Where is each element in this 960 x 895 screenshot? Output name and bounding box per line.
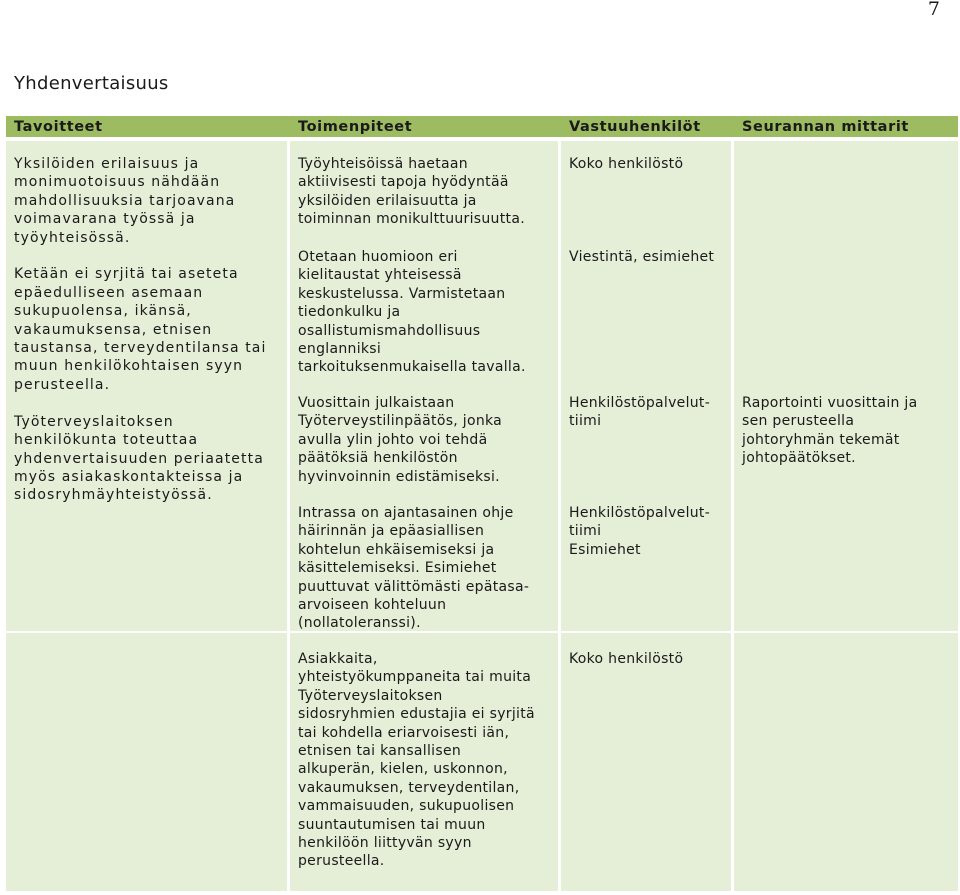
header-actions: Toimenpiteet — [298, 119, 413, 135]
header-divider — [6, 137, 958, 141]
metric-cell: Raportointi vuosittain ja sen perusteella johtoryhmän tekemät johtopäätökset. — [742, 395, 918, 467]
table-header-row — [6, 116, 958, 137]
section-heading: Yhdenvertaisuus — [14, 73, 169, 94]
action-cell: Vuosittain julkaistaan Työterveystilinpäätös, jonka avulla ylin johto voi tehdä päätöksiä henkilöstön hyvinvoinnin edistämiseksi. — [298, 395, 503, 485]
responsible-cell: Viestintä, esimiehet — [569, 249, 715, 265]
action-cell: Intrassa on ajantasainen ohje häirinnän ja epäasiallisen kohtelun ehkäisemiseksi ja käsittelemiseksi. Esimiehet puuttuvat välittömästi epätasa- arvoiseen kohteluun (nollatoleranssi). — [298, 505, 530, 632]
action-cell: Työyhteisöissä haetaan aktiivisesti tapoja hyödyntää yksilöiden erilaisuutta ja toiminnan monikulttuurisuutta. — [298, 156, 525, 228]
header-metrics: Seurannan mittarit — [742, 119, 909, 135]
equality-table — [6, 116, 958, 891]
column-divider — [731, 141, 734, 891]
header-goals: Tavoitteet — [14, 119, 103, 135]
header-responsible: Vastuuhenkilöt — [569, 119, 701, 135]
responsible-cell: Henkilöstöpalvelut- tiimi — [569, 395, 711, 430]
column-divider — [558, 141, 561, 891]
goals-cell: Yksilöiden erilaisuus ja monimuotoisuus nähdään mahdollisuuksia tarjoavana voimavarana työssä ja työyhteisössä. Ketään ei syrjitä tai aseteta epäedulliseen asemaan sukupuolensa, ikänsä, vakaumuksensa, etnisen taustansa, terveydentilansa tai muun henkilökohtaisen syyn perusteella. Työterveyslaitoksen henkilökunta toteuttaa yhdenvertaisuuden periaatetta myös asiakaskontakteissa ja sidosryhmäyhteistyössä. — [14, 156, 267, 504]
page-number: 7 — [927, 0, 940, 20]
responsible-cell: Koko henkilöstö — [569, 651, 684, 667]
responsible-cell: Henkilöstöpalvelut- tiimi Esimiehet — [569, 505, 711, 558]
column-divider — [287, 141, 290, 891]
responsible-cell: Koko henkilöstö — [569, 156, 684, 172]
action-cell: Otetaan huomioon eri kielitaustat yhteisessä keskustelussa. Varmistetaan tiedonkulku ja osallistumismahdollisuus englanniksi tarkoituksenmukaisella tavalla. — [298, 249, 526, 376]
action-cell: Asiakkaita, yhteistyökumppaneita tai muita Työterveyslaitoksen sidosryhmien edustajia ei syrjitä tai kohdella eriarvoisesti iän, etnisen tai kansallisen alkuperän, kielen, uskonnon, vakaumuksen, terveydentilan, vammaisuuden, sukupuolisen suuntautumisen tai muun henkilöön liittyvän syyn perusteella. — [298, 651, 535, 870]
